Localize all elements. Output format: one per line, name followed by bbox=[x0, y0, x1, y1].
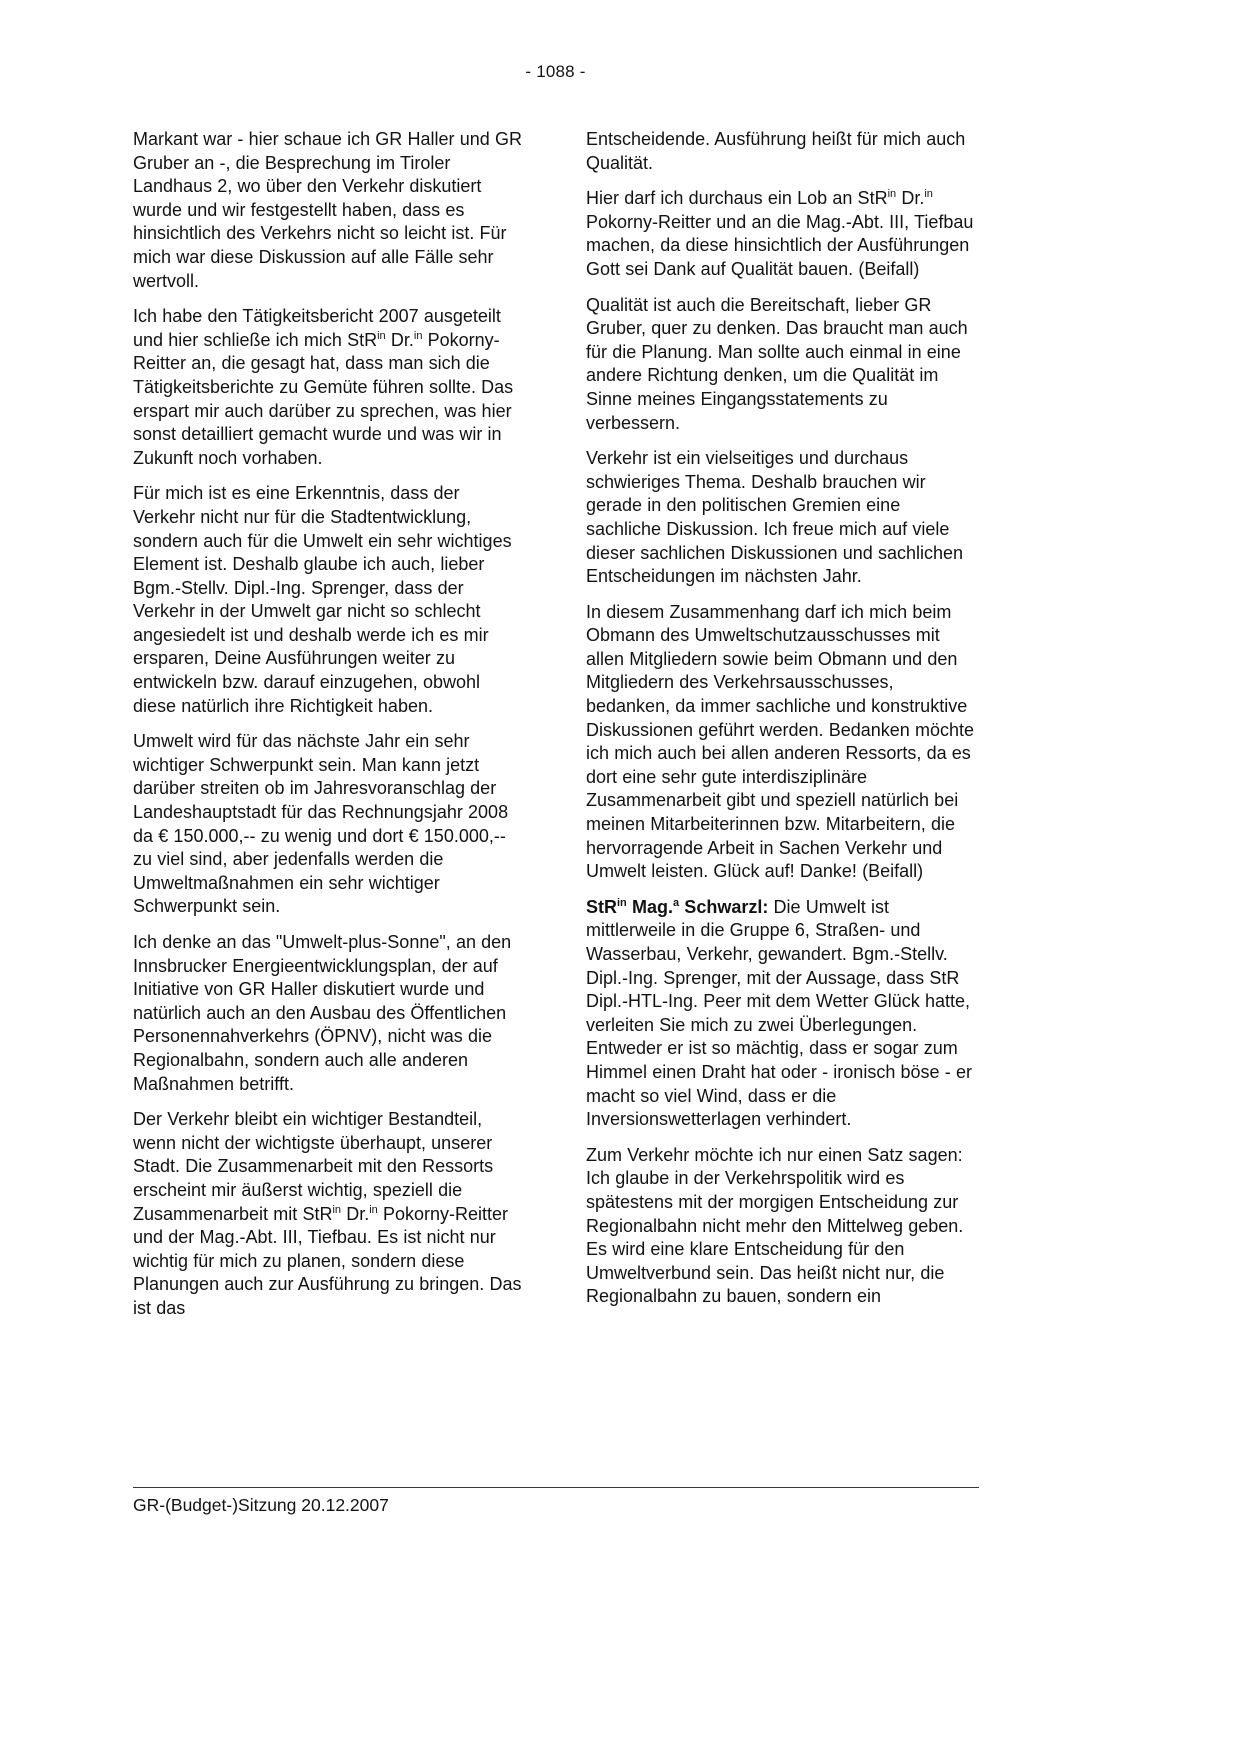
text-run: Pokorny-Reitter und an die Mag.-Abt. III, Tiefbau machen, da diese hinsichtlich der Ausführungen Gott sei Dank auf Qualität bauen. (Beifall) bbox=[586, 211, 974, 279]
page-number: - 1088 - bbox=[525, 62, 586, 81]
paragraph bbox=[133, 128, 524, 293]
speaker-name-run: Mag. bbox=[626, 896, 673, 917]
text-run: Dr. bbox=[341, 1203, 370, 1224]
text-run: Ich habe den Tätigkeitsbericht 2007 ausgeteilt und hier schließe ich mich StR bbox=[133, 306, 501, 350]
paragraph bbox=[133, 305, 524, 470]
superscript-run: in bbox=[413, 329, 423, 342]
text-run: Der Verkehr bleibt ein wichtiger Bestandteil, wenn nicht der wichtigste überhaupt, unserer Stadt. Die Zusammenarbeit mit den Ressorts erscheint mir äußerst wichtig, speziell die Zusammenarbeit mit StR bbox=[133, 1109, 494, 1224]
paragraph bbox=[586, 1144, 977, 1309]
paragraph bbox=[133, 931, 524, 1096]
text-run: Umwelt wird für das nächste Jahr ein sehr wichtiger Schwerpunkt sein. Man kann jetzt darüber streiten ob im Jahresvoranschlag der Landeshauptstadt für das Rechnungsjahr 2008 da € 150.000,-- zu wenig und dort € 150.000,-- zu viel sind, aber jedenfalls werden die Umweltmaßnahmen ein sehr wichtiger Schwerpunkt sein. bbox=[133, 731, 509, 917]
text-run: Markant war - hier schaue ich GR Haller und GR Gruber an -, die Besprechung im Tiroler Landhaus 2, wo über den Verkehr diskutiert wurde und wir festgestellt haben, dass es hinsichtlich des Verkehrs nicht so leicht ist. Für mich war diese Diskussion auf alle Fälle sehr wertvoll. bbox=[133, 129, 522, 291]
text-run: Verkehr ist ein vielseitiges und durchaus schwieriges Thema. Deshalb brauchen wir gerade in den politischen Gremien eine sachliche Diskussion. Ich freue mich auf viele dieser sachlichen Diskussionen und sachlichen Entscheidungen im nächsten Jahr. bbox=[586, 448, 964, 587]
text-run: Pokorny-Reitter und der Mag.-Abt. III, Tiefbau. Es ist nicht nur wichtig für mich zu planen, sondern diese Planungen auch zur Ausführung zu bringen. Das ist das bbox=[133, 1203, 522, 1318]
superscript-run: in bbox=[377, 329, 386, 342]
paragraph bbox=[133, 482, 524, 718]
text-run: Zum Verkehr möchte ich nur einen Satz sagen: Ich glaube in der Verkehrspolitik wird es spätestens mit der morgigen Entscheidung zur Regionalbahn nicht mehr den Mittelweg geben. Es wird eine klare Entscheidung für den Umweltverbund sein. Das heißt nicht nur, die Regionalbahn zu bauen, sondern ein bbox=[586, 1144, 964, 1307]
text-run: Pokorny-Reitter an, die gesagt hat, dass man sich die Tätigkeitsberichte zu Gemüte führen sollte. Das erspart mir auch darüber zu sprechen, was hier sonst detailliert gemacht wurde und was wir in Zukunft noch vorhaben. bbox=[133, 329, 514, 468]
text-run: Qualität ist auch die Bereitschaft, lieber GR Gruber, quer zu denken. Das braucht man auch für die Planung. Man sollte auch einmal in eine andere Richtung denken, um die Qualität im Sinne meines Eingangsstatements zu verbessern. bbox=[586, 294, 968, 433]
paragraph bbox=[586, 601, 977, 884]
superscript-run: in bbox=[617, 896, 627, 909]
superscript-run: a bbox=[672, 896, 680, 909]
superscript-run: in bbox=[332, 1203, 342, 1216]
text-run: Entscheidende. Ausführung heißt für mich auch Qualität. bbox=[586, 129, 966, 173]
superscript-run: in bbox=[924, 188, 933, 201]
paragraph bbox=[586, 447, 977, 589]
text-run: Dr. bbox=[385, 329, 414, 350]
superscript-run: in bbox=[369, 1203, 378, 1216]
paragraph bbox=[586, 187, 977, 281]
text-run: Für mich ist es eine Erkenntnis, dass der Verkehr nicht nur für die Stadtentwicklung, sondern auch für die Umwelt ein sehr wichtiges Element ist. Deshalb glaube ich auch, lieber Bgm.-Stellv. Dipl.-Ing. Sprenger, dass der Verkehr in der Umwelt gar nicht so schlecht angesiedelt ist und deshalb werde ich es mir ersparen, Deine Ausführungen weiter zu entwickeln bzw. darauf einzugehen, obwohl diese natürlich ihre Richtigkeit haben. bbox=[133, 483, 512, 716]
speaker-name-run: Schwarzl: bbox=[679, 896, 769, 917]
column-right bbox=[586, 128, 977, 1321]
paragraph bbox=[133, 730, 524, 919]
text-columns bbox=[133, 128, 978, 1321]
column-left bbox=[133, 128, 524, 1321]
page-footer bbox=[133, 1487, 979, 1516]
text-run: In diesem Zusammenhang darf ich mich beim Obmann des Umweltschutzausschusses mit allen Mitgliedern sowie beim Obmann und den Mitgliedern des Verkehrsausschusses, bedanken, da immer sachliche und konstruktive Diskussionen geführt werden. Bedanken möchte ich mich auch bei allen anderen Ressorts, da es dort eine sehr gute interdisziplinäre Zusammenarbeit gibt und speziell natürlich bei meinen Mitarbeiterinnen bzw. Mitarbeitern, die hervorragende Arbeit in Sachen Verkehr und Umwelt leisten. Glück auf! Danke! (Beifall) bbox=[586, 601, 975, 882]
speaker-name-run: StR bbox=[586, 896, 617, 917]
text-run: Hier darf ich durchaus ein Lob an StR bbox=[586, 188, 888, 209]
text-run: Die Umwelt ist mittlerweile in die Gruppe 6, Straßen- und Wasserbau, Verkehr, gewandert. Bgm.-Stellv. Dipl.-Ing. Sprenger, mit der Aussage, dass StR Dipl.-HTL-Ing. Peer mit dem Wetter Glück hatte, verleiten Sie mich zu zwei Überlegungen. Entweder er ist so mächtig, dass er sogar zum Himmel einen Draht hat oder - ironisch böse - er macht so viel Wind, dass er die Inversionswetterlagen verhindert. bbox=[586, 896, 972, 1130]
superscript-run: in bbox=[887, 188, 897, 201]
text-run: Dr. bbox=[896, 188, 925, 209]
paragraph bbox=[133, 1108, 524, 1320]
paragraph bbox=[586, 128, 977, 175]
footer-session-label: GR-(Budget-)Sitzung 20.12.2007 bbox=[133, 1495, 389, 1515]
paragraph bbox=[586, 294, 977, 436]
text-run: Ich denke an das "Umwelt-plus-Sonne", an den Innsbrucker Energieentwicklungsplan, der auf Initiative von GR Haller diskutiert wurde und natürlich auch an den Ausbau des Öffentlichen Personennahverkehrs (ÖPNV), nicht was die Regionalbahn, sondern auch alle anderen Maßnahmen betrifft. bbox=[133, 932, 512, 1094]
paragraph bbox=[586, 896, 977, 1132]
